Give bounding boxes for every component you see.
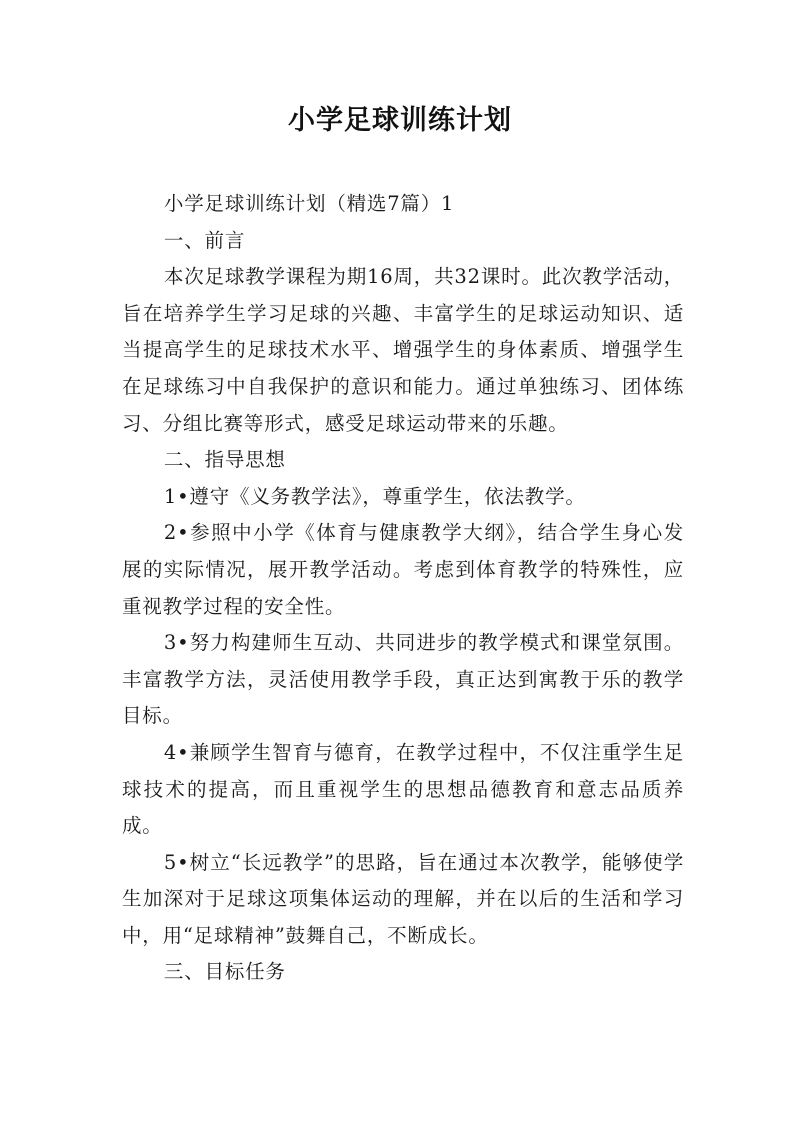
list-item: 1•遵守《义务教学法》，尊重学生，依法教学。 <box>163 484 586 508</box>
document-body <box>122 186 684 991</box>
subtitle-paragraph: 小学足球训练计划（精选7篇）1 <box>163 192 455 215</box>
section-heading-preface: 一、前言 <box>163 228 246 252</box>
list-item: 5•树立“长远教学”的思路，旨在通过本次教学，能够使学生加深对于足球这项集体运动的理解，并在以后的生活和学习中，用“足球精神”鼓舞自己，不断成长。 <box>122 850 684 947</box>
list-item: 2•参照中小学《体育与健康教学大纲》，结合学生身心发展的实际情况，展开教学活动。考虑到体育教学的特殊性，应重视教学过程的安全性。 <box>122 521 684 618</box>
document-title: 小学足球训练计划 <box>288 105 512 136</box>
body-paragraph: 本次足球教学课程为期16周，共32课时。此次教学活动，旨在培养学生学习足球的兴趣、丰富学生的足球运动知识、适当提高学生的足球技术水平、增强学生的身体素质、增强学生在足球练习中自我保护的意识和能力。通过单独练习、团体练习、分组比赛等形式，感受足球运动带来的乐趣。 <box>122 265 684 435</box>
list-item: 3•努力构建师生互动、共同进步的教学模式和课堂氛围。丰富教学方法，灵活使用教学手段，真正达到寓教于乐的教学目标。 <box>122 631 684 728</box>
list-item: 4•兼顾学生智育与德育，在教学过程中，不仅注重学生足球技术的提高，而且重视学生的思想品德教育和意志品质养成。 <box>122 740 684 838</box>
section-heading-objectives: 三、目标任务 <box>163 960 286 984</box>
section-heading-guiding-ideology: 二、指导思想 <box>163 448 286 472</box>
